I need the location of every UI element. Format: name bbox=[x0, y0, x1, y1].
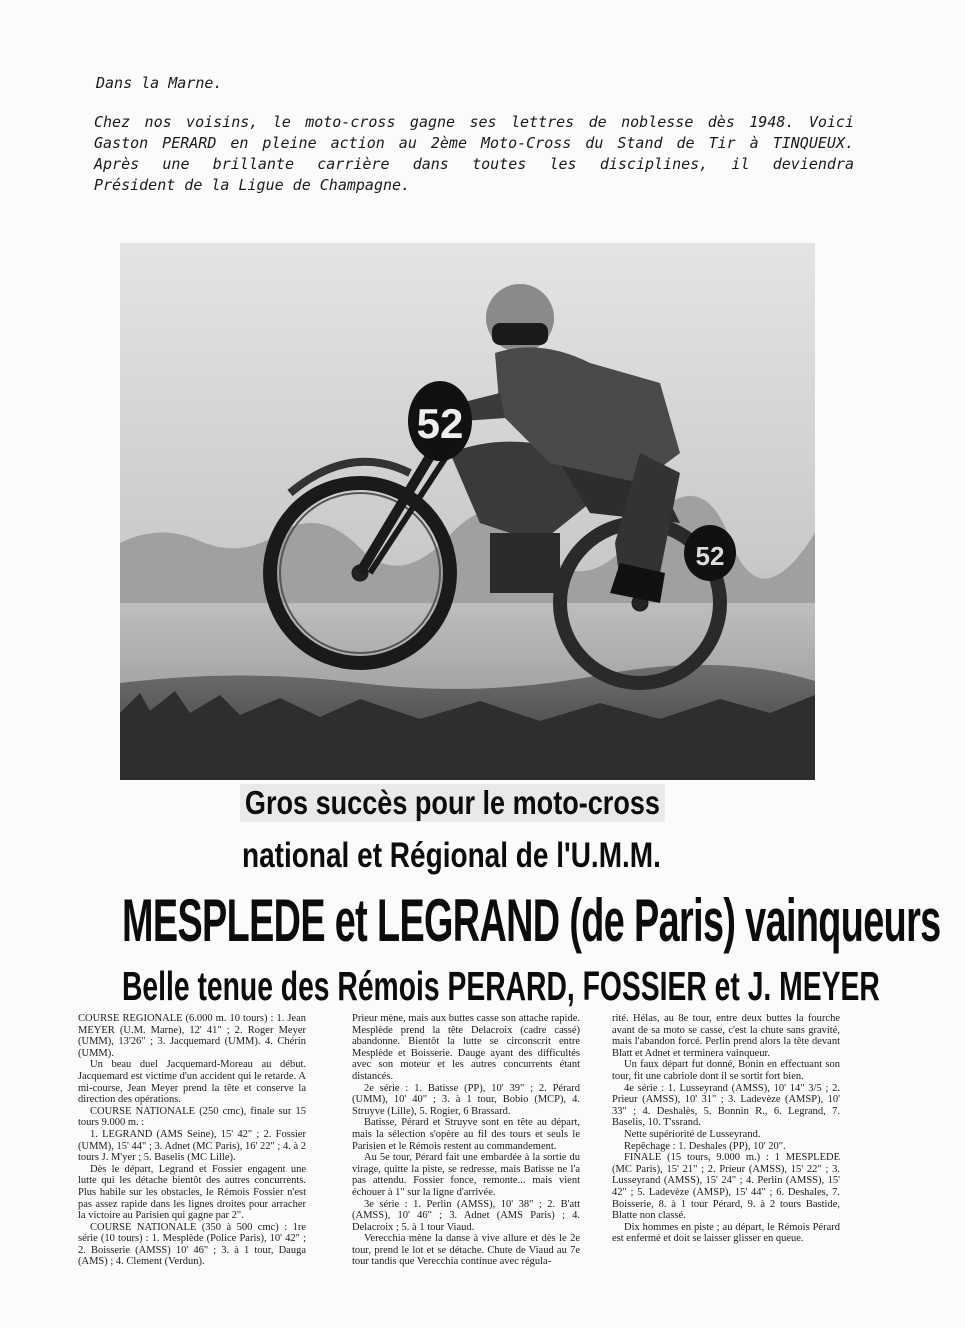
article-paragraph: Au 5e tour, Pérard fait une embardée à la sortie du virage, quitte la piste, se redresse, mais Batisse ne l'a pas attendu. Fossier fonce, remonte... mais vient échouer à 1" sur la ligne d'arrivée. bbox=[352, 1152, 580, 1198]
article-column-2 bbox=[352, 1013, 580, 1268]
article-paragraph: Dix hommes en piste ; au départ, le Rémois Pérard est enfermé et doit se laisser glisser en queue. bbox=[612, 1221, 840, 1245]
headline-line2: national et Régional de l'U.M.M. bbox=[242, 836, 661, 875]
article-paragraph: COURSE REGIONALE (6.000 m. 10 tours) : 1. Jean MEYER (U.M. Marne), 12' 41" ; 2. Roger Meyer (UMM), 13'26" ; 3. Jacquemard (UMM). 4. Chérin (UMM). bbox=[78, 1013, 306, 1059]
subheadline-names: PERARD, FOSSIER et J. MEYER bbox=[447, 963, 880, 1009]
article-paragraph: Repêchage : 1. Deshales (PP), 10' 20". bbox=[624, 1140, 786, 1152]
article-paragraph: Prieur mène, mais aux buttes casse son attache rapide. Mesplède prend la tête Delacroix (cadre cassé) abandonne. Bientôt la lutte se circonscrit entre Mesplède et Boisserie. Dauge ayant des difficultés avec son moteur et les autres concurrents étant distancés. bbox=[352, 1013, 580, 1082]
headline-main-winners: vainqueurs bbox=[735, 887, 941, 954]
intro-line: Après une brillante carrière dans toutes les disciplines, il deviendra bbox=[94, 155, 854, 173]
article-paragraph: Un beau duel Jacquemard-Moreau au début. Jacquemard est victime d'un accident qui le retarde. A mi-course, Jean Meyer prend la tête et conserve la direction des opérations. bbox=[78, 1059, 306, 1106]
headline-main-paris: (de Paris) bbox=[569, 887, 736, 954]
intro-line: Président de la Ligue de Champagne. bbox=[94, 176, 411, 194]
article-column-1 bbox=[78, 1013, 306, 1268]
article-paragraph: COURSE NATIONALE (350 à 500 cmc) : 1re série (10 tours) : 1. Mesplède (Police Paris), 10' 42" ; 2. Boisserie (AMSS) 10' 46" ; 3. à 1 tour, Dauga (AMS) ; 4. Clement (Verdun). bbox=[78, 1221, 306, 1268]
article-column-3 bbox=[612, 1013, 840, 1245]
motocross-photo bbox=[120, 243, 815, 780]
article-paragraph: Batisse, Pérard et Struyve sont en tête au départ, mais la sélection s'opère au fil des tours et seuls le Parisien et le Rémois restent au commandement. bbox=[352, 1117, 580, 1152]
headline-main-names: MESPLEDE et LEGRAND bbox=[122, 887, 570, 954]
subheadline bbox=[122, 963, 880, 1010]
intro-line: Gaston PERARD en pleine action au 2ème Moto-Cross du Stand de Tir à TINQUEUX. bbox=[94, 134, 854, 152]
article-paragraph: 3e série : 1. Perlin (AMSS), 10' 38" ; 2. B'att (AMSS), 10' 46" ; 3. Adnet (AMS Paris) ; 4. Delacroix ; 5. à 1 tour Viaud. bbox=[352, 1198, 580, 1233]
article-paragraph: Dès le départ, Legrand et Fossier engagent une lutte qui les détache bientôt des autres concurrents. Plus habile sur les obstacles, le Rémois Fossier n'est pas assez rapide dans les lignes droites pour arracher la victoire au Parisien qui gagne par 2". bbox=[78, 1163, 306, 1222]
location-heading: Dans la Marne. bbox=[96, 74, 223, 92]
article-paragraph: 2e série : 1. Batisse (PP), 10' 39" ; 2. Pérard (UMM), 10' 40" ; 3. à 1 tour, Bobio (MCP), 4. Struyve (Lille), 5. Rogier, 6 Brassard. bbox=[352, 1082, 580, 1117]
race-number-rear: 52 bbox=[695, 541, 725, 571]
article-paragraph: 1. LEGRAND (AMS Seine), 15' 42" ; 2. Fossier (UMM), 15' 44" ; 3. Adnet (MC Paris), 16' 22" ; 4. à 2 tours J. M'yer ; 5. Baselis (MC Lille). bbox=[78, 1128, 306, 1164]
article-paragraph: 4e série : 1. Lusseyrand (AMSS), 10' 14" 3/5 ; 2. Prieur (AMSS), 10' 31" ; 3. Ladevèze (AMSP), 10' 33" ; 4. Deshalès, 5. Bonnin R., 6. Legrand, 7. Baselis, 10. T'ssrand. bbox=[612, 1082, 840, 1129]
headline-line1: Gros succès pour le moto-cross bbox=[240, 784, 665, 822]
article-paragraph: COURSE NATIONALE (250 cmc), finale sur 15 tours 9.000 m. : bbox=[78, 1105, 306, 1129]
headline-main bbox=[122, 886, 941, 955]
intro-line: Chez nos voisins, le moto-cross gagne ses lettres de noblesse dès 1948. Voici bbox=[94, 113, 854, 131]
subheadline-lead: Belle tenue des Rémois bbox=[122, 963, 448, 1009]
article-paragraph: Verecchia mène la danse à vive allure et dès le 2e tour, prend le lot et se détache. Chute de Viaud au 7e tour tandis que Verecchia continue avec régula- bbox=[352, 1233, 580, 1268]
article-paragraph: rité. Hélas, au 8e tour, entre deux buttes la fourche avant de sa moto se casse, c'est la chute sans gravité, mais l'abandon forcé. Perlin prend alors la tête devant Blatt et Adnet et terminera vainqueur. bbox=[612, 1013, 840, 1059]
article-paragraph: Nette supériorité de Lusseyrand. bbox=[624, 1128, 761, 1140]
intro-paragraph bbox=[94, 112, 854, 196]
article-paragraph: Un faux départ fut donné, Bonin en effectuant son tour, fit une cabriole dont il se sortit fort bien. bbox=[612, 1059, 840, 1082]
article-paragraph: FINALE (15 tours, 9.000 m.) : 1 MESPLEDE (MC Paris), 15' 21" ; 2. Prieur (AMSS), 15' 22" ; 3. Lusseyrand (AMSS), 15' 24" ; 4. Perlin (AMSS), 15' 42" ; 5. Ladevèze (AMSP), 15' 44" ; 6. Deshales, 7. Boisserie, 8. à 1 tour Pérard, 9. à 2 tours Bastide, Blatte non classé. bbox=[612, 1152, 840, 1222]
race-number-front: 52 bbox=[416, 400, 464, 447]
